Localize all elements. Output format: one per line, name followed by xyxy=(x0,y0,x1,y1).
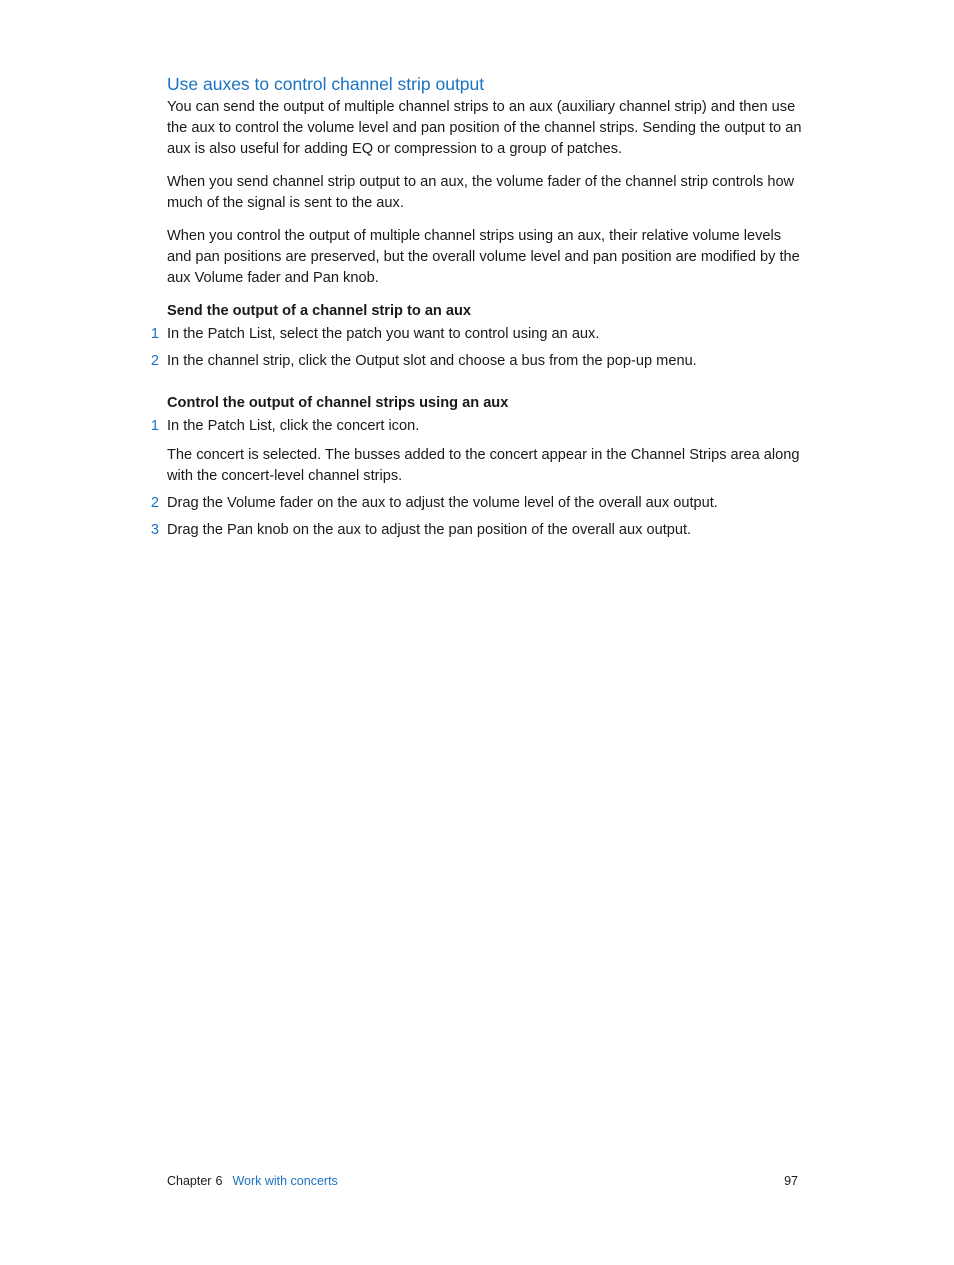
footer-chapter-number: 6 xyxy=(215,1174,223,1188)
footer-chapter-label: Chapter xyxy=(167,1174,212,1188)
step-item xyxy=(150,351,807,372)
intro-paragraph: You can send the output of multiple channel strips to an aux (auxiliary channel strip) and then use the aux to control the volume level and pan position of the channel strips. Sending the output to an aux is also useful for adding EQ or compression to a group of patches. xyxy=(167,99,802,157)
step-text: In the Patch List, click the concert icon. xyxy=(167,418,420,434)
step-number: 3 xyxy=(150,522,159,538)
page-footer xyxy=(167,1173,798,1189)
section-title: Use auxes to control channel strip output xyxy=(167,74,485,94)
step-item xyxy=(150,416,807,487)
step-text: Drag the Pan knob on the aux to adjust the pan position of the overall aux output. xyxy=(167,522,692,538)
task-steps xyxy=(150,416,807,541)
step-item xyxy=(150,493,807,514)
body-paragraph: When you control the output of multiple channel strips using an aux, their relative volume levels and pan positions are preserved, but the overall volume level and pan position are modified by the aux Volume fader and Pan knob. xyxy=(167,228,800,286)
step-number: 1 xyxy=(150,418,159,434)
step-text: Drag the Volume fader on the aux to adjust the volume level of the overall aux output. xyxy=(167,495,718,511)
step-result: The concert is selected. The busses added to the concert appear in the Channel Strips area along with the concert-level channel strips. xyxy=(167,447,800,484)
step-item xyxy=(150,324,807,345)
step-number: 1 xyxy=(150,326,159,342)
step-text: In the channel strip, click the Output slot and choose a bus from the pop-up menu. xyxy=(167,353,697,369)
body-paragraph: When you send channel strip output to an aux, the volume fader of the channel strip controls how much of the signal is sent to the aux. xyxy=(167,174,795,211)
footer-chapter-link[interactable]: Work with concerts xyxy=(232,1174,338,1188)
page-number: 97 xyxy=(784,1174,798,1188)
page-content xyxy=(150,73,807,547)
step-item xyxy=(150,520,807,541)
step-number: 2 xyxy=(150,353,159,369)
task-title: Send the output of a channel strip to an aux xyxy=(167,303,472,319)
step-text: In the Patch List, select the patch you want to control using an aux. xyxy=(167,326,600,342)
step-number: 2 xyxy=(150,495,159,511)
task-steps xyxy=(150,324,807,372)
task-title: Control the output of channel strips using an aux xyxy=(167,395,509,411)
